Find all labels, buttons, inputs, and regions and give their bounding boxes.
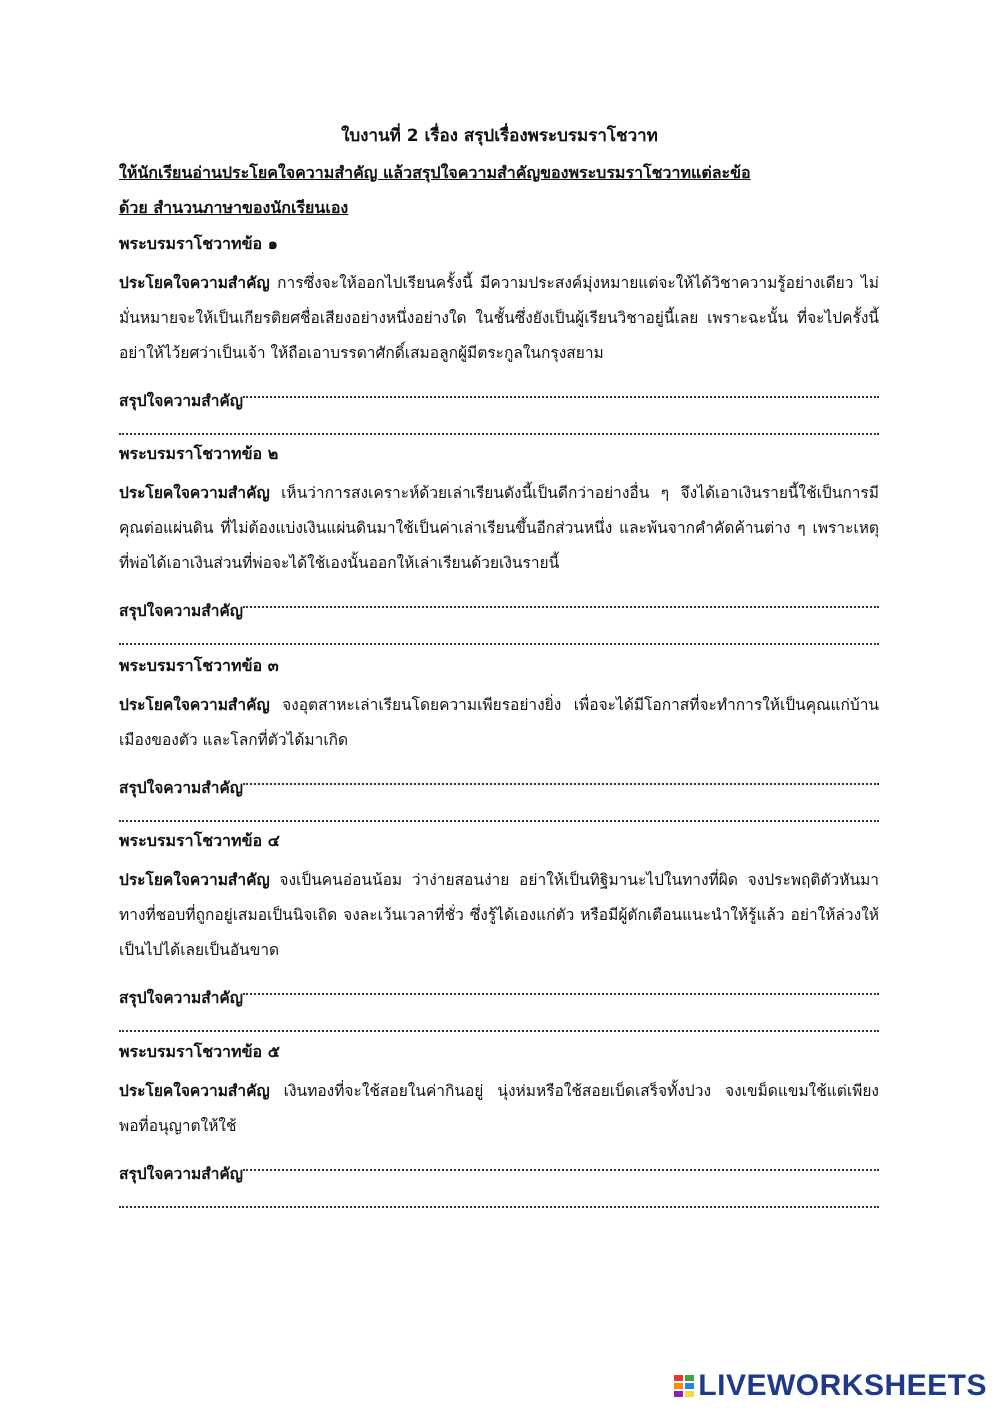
summary-answer-line[interactable] [119,1144,879,1183]
key-sentence-text: เงินทองที่จะใช้สอยในค่ากินอยู่ นุ่งห่มหรือใช้สอยเบ็ดเสร็จทั้งปวง จงเขม็ดแขมใช้แต่เพียงพอที่อนุญาตให้ใช้ [119,1082,879,1135]
key-sentence-label: ประโยคใจความสำคัญ [119,1082,270,1100]
key-sentence-text: จงอุตสาหะเล่าเรียนโดยความเพียรอย่างยิ่ง เพื่อจะได้มีโอกาสที่จะทำการให้เป็นคุณแก่บ้านเมืองของตัว และโลกที่ตัวได้มาเกิด [119,696,879,749]
section-heading: พระบรมราโชวาทข้อ ๒ [119,444,279,463]
instruction-line-2: ด้วย สำนวนภาษาของนักเรียนเอง [119,198,349,217]
summary-continuation-line[interactable] [119,616,879,651]
section-1 [119,232,879,441]
key-sentence-label: ประโยคใจความสำคัญ [119,871,270,889]
section-heading: พระบรมราโชวาทข้อ ๓ [119,656,279,675]
instruction-line-1: ให้นักเรียนอ่านประโยคใจความสำคัญ แล้วสรุปใจความสำคัญของพระบรมราโชวาทแต่ละข้อ [119,163,751,182]
summary-dotted-line[interactable] [243,581,879,616]
key-sentence [119,863,879,968]
key-sentence [119,688,879,758]
section-4 [119,829,879,1038]
page-title: ใบงานที่ 2 เรื่อง สรุปเรื่องพระบรมราโชวาท [341,126,658,146]
summary-answer-line[interactable] [119,758,879,797]
summary-label: สรุปใจความสำคัญ [119,779,244,797]
section-heading: พระบรมราโชวาทข้อ ๑ [119,234,278,253]
key-sentence-label: ประโยคใจความสำคัญ [119,696,270,714]
liveworksheets-logo [674,1371,987,1401]
summary-label: สรุปใจความสำคัญ [119,989,244,1007]
section-3 [119,654,879,828]
liveworksheets-logo-text: LIVEWORKSHEETS [698,1369,987,1402]
key-sentence [119,266,879,371]
section-heading: พระบรมราโชวาทข้อ ๕ [119,1042,280,1061]
key-sentence-text: จงเป็นคนอ่อนน้อม ว่าง่ายสอนง่าย อย่าให้เป็นทิฐิมานะไปในทางที่ผิด จงประพฤติตัวหันมาทางที่ชอบที่ถูกอยู่เสมอเป็นนิจเถิด จงละเว้นเวลาที่ชั่ว ซึ่งรู้ได้เองแก่ตัว หรือมีผู้ตักเตือนแนะนำให้รู้แล้ว อย่าให้ล่วงให้เป็นไปได้เลยเป็นอันขาด [119,871,879,959]
key-sentence [119,1074,879,1144]
summary-dotted-line[interactable] [243,371,879,406]
key-sentence [119,476,879,581]
key-sentence-label: ประโยคใจความสำคัญ [119,484,270,502]
section-heading: พระบรมราโชวาทข้อ ๔ [119,831,280,850]
key-sentence-text: เห็นว่าการสงเคราะห์ด้วยเล่าเรียนดังนี้เป็นดีกว่าอย่างอื่น ๆ จึงได้เอาเงินรายนี้ใช้เป็นการมีคุณต่อแผ่นดิน ที่ไม่ต้องแบ่งเงินแผ่นดินมาใช้เป็นค่าเล่าเรียนขึ้นอีกส่วนหนึ่ง และพ้นจากคำคัดค้านต่าง ๆ เพราะเหตุที่พ่อได้เอาเงินส่วนที่พ่อจะได้ใช้เองนั้นออกให้เล่าเรียนด้วยเงินรายนี้ [119,484,879,572]
key-sentence-label: ประโยคใจความสำคัญ [119,274,270,292]
summary-dotted-line[interactable] [243,758,879,793]
summary-label: สรุปใจความสำคัญ [119,392,244,410]
summary-dotted-line[interactable] [243,1144,879,1179]
key-sentence-text: การซึ่งจะให้ออกไปเรียนครั้งนี้ มีความประสงค์มุ่งหมายแต่จะให้ได้วิชาความรู้อย่างเดียว ไม่มั่นหมายจะให้เป็นเกียรติยศชื่อเสียงอย่างหนึ่งอย่างใด ในชั้นซึ่งยังเป็นผู้เรียนวิชาอยู่นี้เลย เพราะฉะนั้น ที่จะไปครั้งนี้ อย่าให้ไว้ยศว่าเป็นเจ้า ให้ถือเอาบรรดาศักดิ์เสมอลูกผู้มีตระกูลในกรุงสยาม [119,274,879,362]
summary-continuation-line[interactable] [119,793,879,828]
section-5 [119,1040,879,1214]
summary-continuation-line[interactable] [119,1179,879,1214]
summary-answer-line[interactable] [119,581,879,620]
summary-continuation-line[interactable] [119,1003,879,1038]
summary-answer-line[interactable] [119,371,879,410]
liveworksheets-logo-icon [674,1375,694,1397]
summary-continuation-line[interactable] [119,406,879,441]
summary-label: สรุปใจความสำคัญ [119,602,244,620]
section-2 [119,442,879,651]
summary-answer-line[interactable] [119,968,879,1007]
summary-label: สรุปใจความสำคัญ [119,1165,244,1183]
summary-dotted-line[interactable] [243,968,879,1003]
